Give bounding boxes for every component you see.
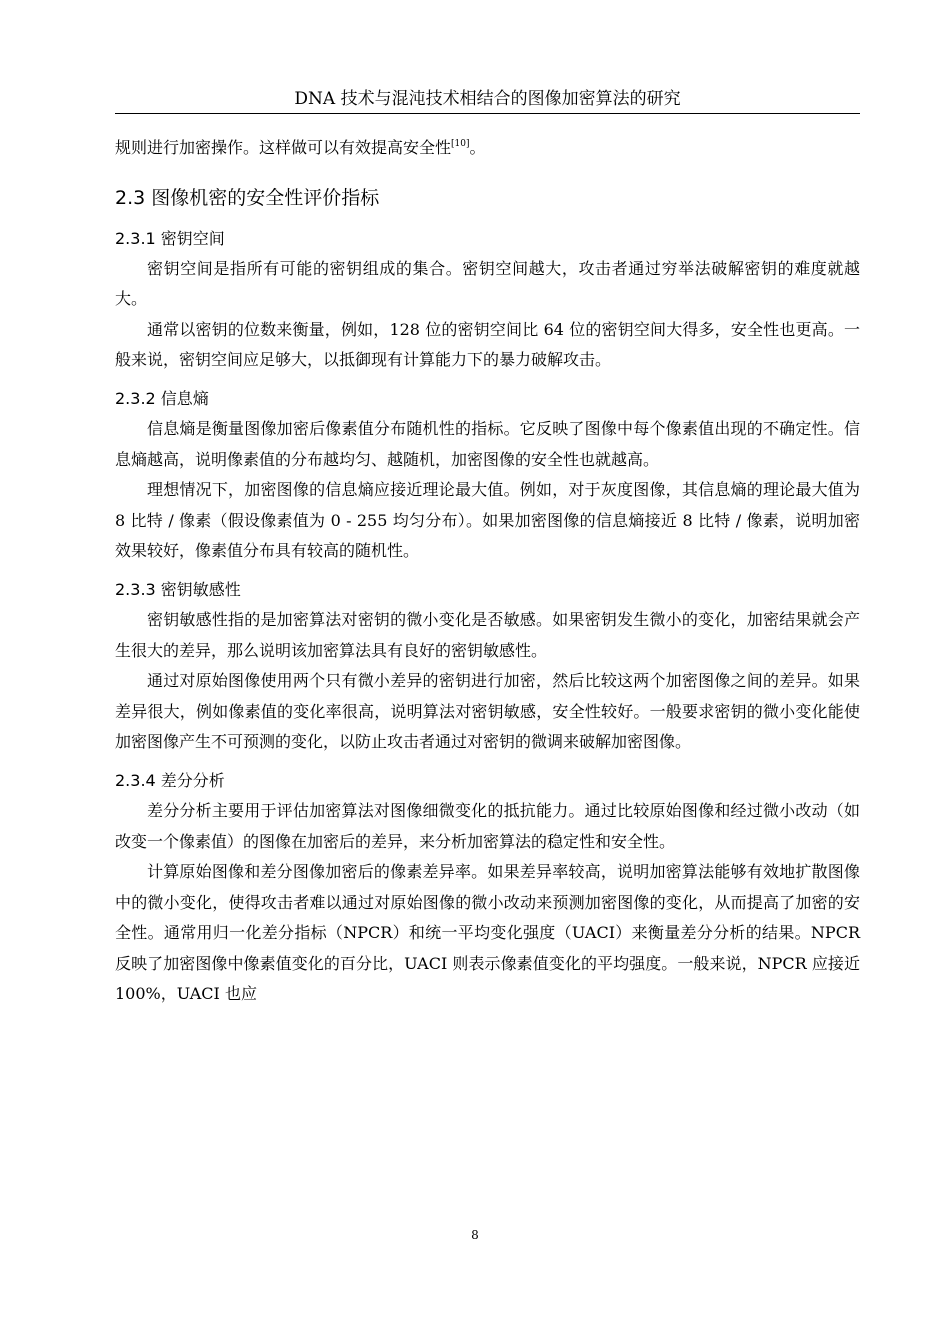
intro-end: 。 [469, 138, 486, 157]
page-header: DNA 技术与混沌技术相结合的图像加密算法的研究 [115, 88, 860, 114]
subsection-heading-key-space: 2.3.1 密钥空间 [115, 228, 225, 248]
paragraph: 通常以密钥的位数来衡量，例如，128 位的密钥空间比 64 位的密钥空间大得多，安全性也更高。一般来说，密钥空间应足够大，以抵御现有计算能力下的暴力破解攻击。 [115, 319, 860, 370]
subsection-heading-entropy: 2.3.2 信息熵 [115, 388, 209, 408]
subsection-heading-differential-analysis: 2.3.4 差分分析 [115, 770, 225, 790]
paragraph: 通过对原始图像使用两个只有微小差异的密钥进行加密，然后比较这两个加密图像之间的差异。如果差异很大，例如像素值的变化率很高，说明算法对密钥敏感，安全性较好。一般要求密钥的微小变化能使加密图像产生不可预测的变化，以防止攻击者通过对密钥的微调来破解加密图像。 [115, 671, 860, 752]
intro-text: 规则进行加密操作。这样做可以有效提高安全性 [115, 138, 452, 157]
page-number: 8 [471, 1228, 479, 1242]
section-heading: 2.3 图像机密的安全性评价指标 [115, 186, 380, 209]
paragraph: 计算原始图像和差分图像加密后的像素差异率。如果差异率较高，说明加密算法能够有效地扩散图像中的微小变化，使得攻击者难以通过对原始图像的微小改动来预测加密图像的变化，从而提高了加密的安全性。通常用归一化差分指标（NPCR）和统一平均变化强度（UACI）来衡量差分分析的结果。NPCR 反映了加密图像中像素值变化的百分比，UACI 则表示像素值变化的平均强度。一般来说，NPCR 应接近 100%，UACI 也应 [115, 862, 860, 1004]
page-body [115, 133, 860, 1010]
citation-ref: [10] [451, 139, 470, 149]
subsection-heading-key-sensitivity: 2.3.3 密钥敏感性 [115, 579, 241, 599]
paragraph: 理想情况下，加密图像的信息熵应接近理论最大值。例如，对于灰度图像，其信息熵的理论最大值为 8 比特 / 像素（假设像素值为 0 - 255 均匀分布）。如果加密图像的信息熵接近 8 比特 / 像素，说明加密效果较好，像素值分布具有较高的随机性。 [115, 480, 860, 561]
paragraph: 信息熵是衡量图像加密后像素值分布随机性的指标。它反映了图像中每个像素值出现的不确定性。信息熵越高，说明像素值的分布越均匀、越随机，加密图像的安全性也就越高。 [115, 418, 860, 469]
paragraph: 密钥空间是指所有可能的密钥组成的集合。密钥空间越大，攻击者通过穷举法破解密钥的难度就越大。 [115, 258, 860, 309]
intro-paragraph [115, 133, 860, 164]
paragraph: 密钥敏感性指的是加密算法对密钥的微小变化是否敏感。如果密钥发生微小的变化，加密结果就会产生很大的差异，那么说明该加密算法具有良好的密钥敏感性。 [115, 609, 860, 660]
paragraph: 差分分析主要用于评估加密算法对图像细微变化的抵抗能力。通过比较原始图像和经过微小改动（如改变一个像素值）的图像在加密后的差异，来分析加密算法的稳定性和安全性。 [115, 800, 860, 851]
